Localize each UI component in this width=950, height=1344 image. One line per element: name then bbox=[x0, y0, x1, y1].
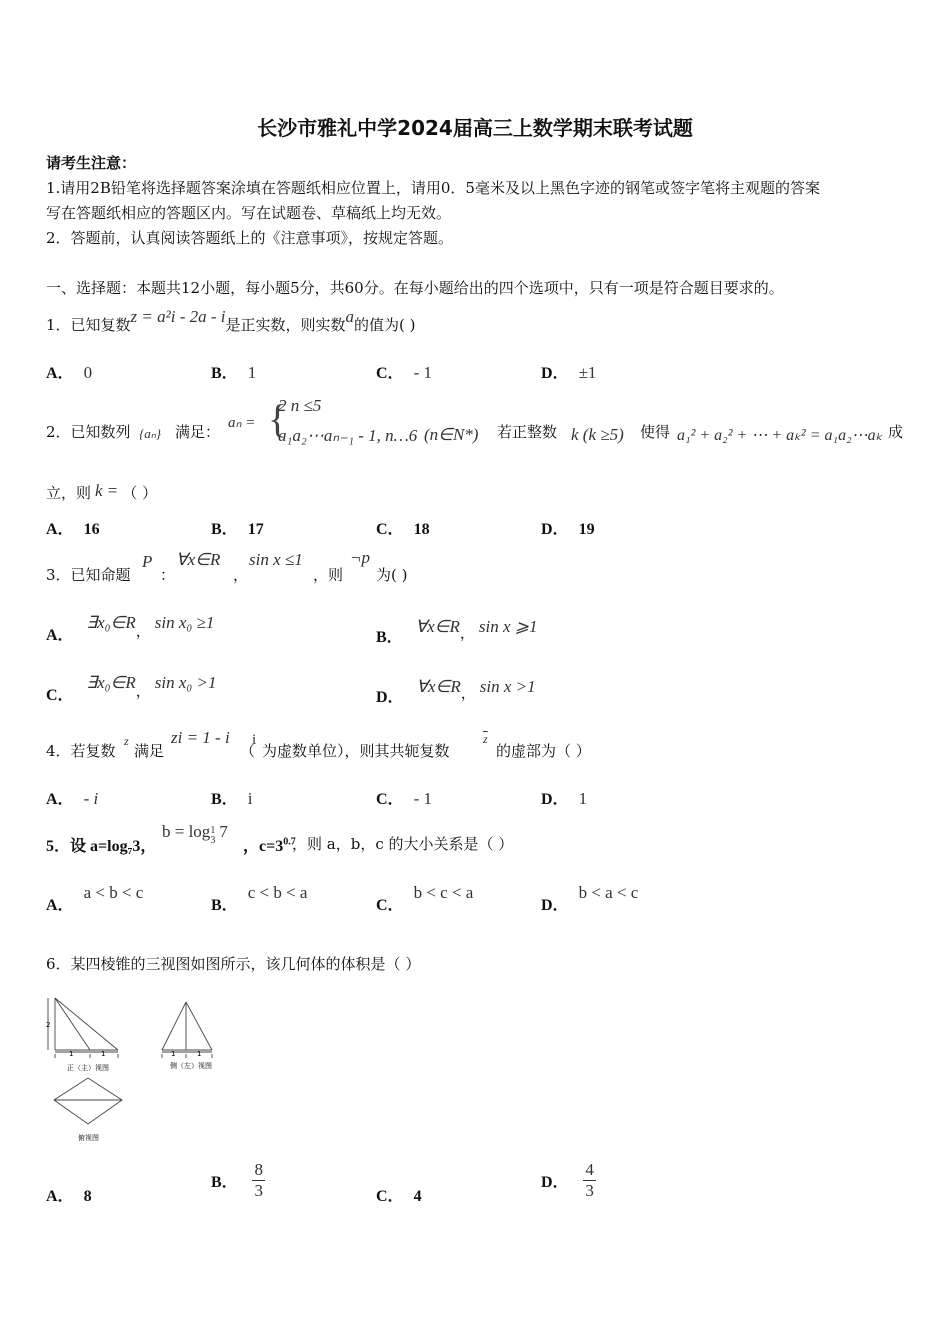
section-heading: 一、选择题：本题共12小题，每小题5分，共60分。在每小题给出的四个选项中，只有一项是符合题目要求的。 bbox=[46, 279, 784, 297]
notice-line-2: 写在答题纸相应的答题区内。写在试题卷、草稿纸上均无效。 bbox=[46, 204, 452, 222]
q4-z: z bbox=[124, 734, 129, 748]
front-view-label: 正（主）视图 bbox=[67, 1064, 109, 1072]
q4-option-a[interactable]: A． - i bbox=[46, 789, 99, 808]
page-title: 长沙市雅礼中学2024届高三上数学期末联考试题 bbox=[257, 116, 693, 140]
q6-option-b[interactable]: B． $\frac{8}{3}$ bbox=[211, 1160, 263, 1200]
q3-option-b[interactable]: B． ∀x∈R， sin x ⩾1 bbox=[376, 617, 538, 646]
q5-option-b[interactable]: B．c < b < a bbox=[211, 883, 308, 914]
q1-option-d[interactable]: D． ±1 bbox=[541, 363, 597, 382]
q3-then: ，则 bbox=[313, 566, 344, 584]
q4-option-d[interactable]: D． 1 bbox=[541, 789, 588, 808]
q3-option-a[interactable]: A． ∃x₀∈R， sin x₀ ≥1 bbox=[46, 613, 215, 644]
q2-option-a[interactable]: A． 16 bbox=[46, 521, 100, 538]
q1-var: a bbox=[345, 307, 355, 326]
q2-case-1: 2 n ≤5 bbox=[278, 396, 322, 415]
q2-end: 成 bbox=[888, 423, 904, 441]
q2-condition: (n∈N*) bbox=[424, 425, 479, 444]
front-view bbox=[48, 998, 118, 1058]
top-view-label: 俯视图 bbox=[78, 1134, 99, 1142]
q2-option-c[interactable]: C． 18 bbox=[376, 521, 430, 538]
q4-paren: （ bbox=[240, 742, 256, 760]
q2-line-2: 立，则 k = （ ） bbox=[46, 481, 158, 502]
q2-an: aₙ = bbox=[228, 415, 256, 431]
q1-suffix: 的值为( ) bbox=[354, 316, 416, 334]
three-view-figure bbox=[40, 990, 240, 1150]
dim-1-label-a: 1 bbox=[69, 1050, 74, 1058]
q3-prefix: 3．已知命题 bbox=[46, 566, 131, 584]
q3-colon: ： bbox=[160, 566, 176, 584]
q5-option-a[interactable]: A．a < b < c bbox=[46, 883, 144, 914]
question-1 bbox=[46, 307, 416, 335]
q4-prefix: 4．若复数 bbox=[46, 742, 116, 760]
top-view bbox=[54, 1078, 122, 1124]
q3-suffix: 为( ) bbox=[376, 566, 408, 584]
q2-sequence: {aₙ} bbox=[139, 426, 162, 441]
side-view bbox=[162, 1002, 212, 1058]
q1-mid: 是正实数，则实数 bbox=[225, 316, 346, 334]
side-view-label: 侧（左）视图 bbox=[170, 1062, 212, 1070]
q2-option-b[interactable]: B． 17 bbox=[211, 521, 264, 538]
q4-mid: 满足 bbox=[134, 742, 165, 760]
dim-1-label-b: 1 bbox=[101, 1050, 106, 1058]
q2-equation: a₁² + a₂² + ⋯ + aₖ² = a₁a₂⋯aₖ bbox=[677, 427, 883, 444]
q2-k: k (k ≥5) bbox=[571, 425, 624, 444]
q2-option-d[interactable]: D． 19 bbox=[541, 521, 595, 538]
q2-prefix: 2．已知数列 bbox=[46, 423, 131, 441]
notice-line-1: 1.请用2B铅笔将选择题答案涂填在答题纸相应位置上，请用0．5毫米及以上黑色字迹的钢笔或签字笔将主观题的答案 bbox=[46, 179, 820, 197]
dim-2-label: 2 bbox=[46, 1021, 51, 1029]
q2-mid-3: 使得 bbox=[640, 423, 671, 441]
q5-prefix: 5．设 a=log₇3， bbox=[46, 838, 157, 855]
q2-mid-2: 若正整数 bbox=[497, 423, 558, 441]
q5-b-expression: b = log 1 3 7 bbox=[162, 822, 228, 846]
side-dim-1-b: 1 bbox=[197, 1050, 202, 1058]
q5-suffix: ，则 a，b，c 的大小关系是（ ） bbox=[292, 835, 514, 853]
q5-c: ，$c=3^{0.7}$ bbox=[243, 836, 296, 855]
q5-option-d[interactable]: D．b < a < c bbox=[541, 883, 639, 914]
q3-p: P bbox=[142, 552, 153, 571]
q3-option-d[interactable]: D． ∀x∈R， sin x >1 bbox=[376, 677, 536, 706]
q3-notp: ¬p bbox=[350, 548, 370, 567]
q6-text: 6．某四棱锥的三视图如图所示，该几何体的体积是（ ） bbox=[46, 955, 421, 973]
q4-suffix: 的虚部为（ ） bbox=[496, 742, 591, 760]
q4-zbar: $\overline{z}$ bbox=[483, 732, 488, 746]
q4-option-b[interactable]: B． i bbox=[211, 789, 253, 808]
q6-option-c[interactable]: C． 4 bbox=[376, 1188, 422, 1205]
q1-expression: z = a²i - 2a - i bbox=[130, 307, 226, 326]
q2-brace: { bbox=[268, 396, 288, 441]
notice-heading: 请考生注意： bbox=[46, 154, 137, 172]
q2-case-2: a₁a₂⋯aₙ₋₁ - 1, n…6 bbox=[278, 426, 418, 445]
q3-forall: ∀x∈R bbox=[176, 550, 221, 569]
q3-comma: ， bbox=[233, 566, 249, 584]
q1-option-c[interactable]: C． - 1 bbox=[376, 363, 432, 382]
q2-mid: 满足： bbox=[175, 423, 221, 441]
side-dim-1-a: 1 bbox=[171, 1050, 176, 1058]
q3-sinx: sin x ≤1 bbox=[249, 550, 303, 569]
q1-prefix: 1．已知复数 bbox=[46, 316, 131, 334]
q4-option-c[interactable]: C． - 1 bbox=[376, 789, 432, 808]
q1-option-b[interactable]: B． 1 bbox=[211, 363, 257, 382]
q4-mid-2: 为虚数单位），则其共轭复数 bbox=[262, 742, 450, 760]
q4-i: i bbox=[252, 732, 257, 748]
q5-option-c[interactable]: C．b < c < a bbox=[376, 883, 474, 914]
q3-option-c[interactable]: C． ∃x₀∈R， sin x₀ >1 bbox=[46, 673, 217, 704]
q6-option-a[interactable]: A． 8 bbox=[46, 1188, 92, 1205]
notice-line-3: 2．答题前，认真阅读答题纸上的《注意事项》，按规定答题。 bbox=[46, 229, 454, 247]
q6-option-d[interactable]: D． $\frac{4}{3}$ bbox=[541, 1160, 594, 1200]
q1-option-a[interactable]: A． 0 bbox=[46, 363, 93, 382]
q4-equation: zi = 1 - i bbox=[171, 728, 230, 747]
